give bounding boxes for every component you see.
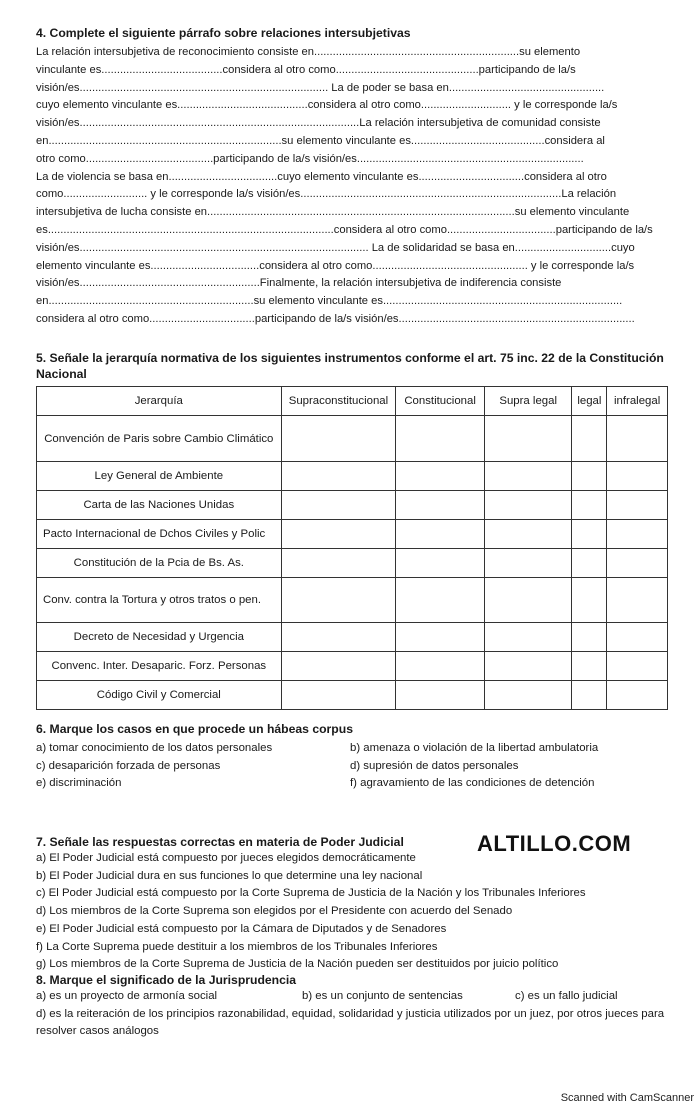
paragraph-line: La relación intersubjetiva de reconocimiento consiste en..................................................................su elemento [36, 46, 581, 58]
header-constitucional: Constitucional [396, 387, 485, 416]
cell-constitucional[interactable] [396, 578, 485, 623]
header-legal: legal [572, 387, 607, 416]
table-row [37, 623, 668, 652]
table-row [37, 549, 668, 578]
paragraph-line: visión/es................................................................................ La de poder se basa en.................................................. [36, 81, 605, 94]
cell-legal[interactable] [572, 652, 607, 681]
paragraph-line: en..................................................................su elemento vinculante es............................................................................. [36, 295, 623, 308]
option-b[interactable]: b) es un conjunto de sentencias [302, 990, 463, 1002]
header-jerarquia: Jerarquía [37, 387, 282, 416]
paragraph-line: considera al otro como..................................participando de la/s visión/es............................................................................ [36, 312, 635, 325]
paragraph-line: como........................... y le corresponde la/s visión/es....................................................................................La relación [36, 188, 617, 201]
cell-constitucional[interactable] [396, 462, 485, 491]
instrument-name: Pacto Internacional de Dchos Civiles y Polic [37, 520, 282, 549]
camscanner-footer: Scanned with CamScanner [560, 1092, 694, 1104]
instrument-name: Carta de las Naciones Unidas [37, 491, 282, 520]
cell-supraconstitucional[interactable] [281, 491, 396, 520]
option-b[interactable]: b) amenaza o violación de la libertad ambulatoria [350, 742, 599, 754]
cell-infralegal[interactable] [607, 549, 668, 578]
question-7 [36, 831, 672, 974]
paragraph-line: es............................................................................................considera al otro como...................................participando de la/s [36, 223, 653, 236]
cell-supra-legal[interactable] [484, 652, 572, 681]
cell-supra-legal[interactable] [484, 549, 572, 578]
table-row [37, 652, 668, 681]
paragraph-line: otro como.........................................participando de la/s visión/es......................................................................... [36, 152, 584, 165]
question-8-options-row [36, 988, 672, 1006]
instrument-name: Decreto de Necesidad y Urgencia [37, 623, 282, 652]
cell-supraconstitucional[interactable] [281, 652, 396, 681]
cell-constitucional[interactable] [396, 652, 485, 681]
cell-infralegal[interactable] [607, 462, 668, 491]
table-header-row [37, 387, 668, 416]
cell-legal[interactable] [572, 416, 607, 462]
question-5-title: 5. Señale la jerarquía normativa de los siguientes instrumentos conforme el art. 75 inc. 22 de la Constitución Nacional [36, 351, 664, 381]
cell-supraconstitucional[interactable] [281, 462, 396, 491]
paragraph-line: La de violencia se basa en...................................cuyo elemento vinculante es..................................considera al otro [36, 170, 607, 183]
cell-supraconstitucional[interactable] [281, 681, 396, 710]
option-b[interactable]: b) El Poder Judicial dura en sus funciones lo que determine una ley nacional [36, 869, 423, 882]
question-4-paragraph [36, 44, 672, 329]
instrument-name: Constitución de la Pcia de Bs. As. [37, 549, 282, 578]
cell-constitucional[interactable] [396, 520, 485, 549]
exam-page [36, 26, 672, 1038]
option-d[interactable]: d) supresión de datos personales [350, 759, 519, 772]
instrument-name: Convenc. Inter. Desaparic. Forz. Personas [37, 652, 282, 681]
option-c[interactable]: c) es un fallo judicial [515, 990, 618, 1002]
option-e[interactable]: e) discriminación [36, 777, 122, 790]
paragraph-line: intersubjetiva de lucha consiste en...................................................................................................su elemento vinculante [36, 206, 630, 219]
cell-supraconstitucional[interactable] [281, 520, 396, 549]
cell-supraconstitucional[interactable] [281, 578, 396, 623]
option-e[interactable]: e) El Poder Judicial está compuesto por la Cámara de Diputados y de Senadores [36, 922, 447, 935]
table-row [37, 416, 668, 462]
cell-legal[interactable] [572, 623, 607, 652]
cell-legal[interactable] [572, 549, 607, 578]
paragraph-line: visión/es..........................................................................................La relación intersubjetiva de comunidad consiste [36, 117, 601, 130]
cell-legal[interactable] [572, 520, 607, 549]
option-c[interactable]: c) El Poder Judicial está compuesto por la Corte Suprema de Justicia de la Nación y los Tribunales Inferiores [36, 887, 586, 900]
paragraph-line: visión/es..........................................................Finalmente, la relación intersubjetiva de indiferencia consiste [36, 277, 562, 290]
question-6 [36, 722, 672, 793]
table-row [37, 462, 668, 491]
cell-legal[interactable] [572, 491, 607, 520]
question-8 [36, 973, 672, 1041]
cell-legal[interactable] [572, 578, 607, 623]
question-8-title: 8. Marque el significado de la Jurisprudencia [36, 973, 297, 987]
cell-infralegal[interactable] [607, 578, 668, 623]
question-5 [36, 350, 672, 710]
cell-constitucional[interactable] [396, 681, 485, 710]
cell-supra-legal[interactable] [484, 578, 572, 623]
question-6-title: 6. Marque los casos en que procede un hábeas corpus [36, 722, 353, 736]
altillo-watermark: ALTILLO.COM [477, 831, 632, 856]
option-a[interactable]: a) El Poder Judicial está compuesto por jueces elegidos democráticamente [36, 852, 416, 864]
cell-infralegal[interactable] [607, 623, 668, 652]
table-row [37, 578, 668, 623]
instrument-name: Convención de Paris sobre Cambio Climático [37, 416, 282, 462]
cell-constitucional[interactable] [396, 549, 485, 578]
paragraph-line: elemento vinculante es...................................considera al otro como.................................................. y le corresponde la/s [36, 259, 635, 272]
cell-infralegal[interactable] [607, 652, 668, 681]
option-a[interactable]: a) tomar conocimiento de los datos personales [36, 742, 273, 754]
instrument-name: Ley General de Ambiente [37, 462, 282, 491]
cell-infralegal[interactable] [607, 520, 668, 549]
instrument-name: Conv. contra la Tortura y otros tratos o pen. [37, 578, 282, 623]
cell-supraconstitucional[interactable] [281, 416, 396, 462]
cell-supra-legal[interactable] [484, 520, 572, 549]
cell-legal[interactable] [572, 681, 607, 710]
cell-constitucional[interactable] [396, 623, 485, 652]
option-d[interactable]: d) es la reiteración de los principios razonabilidad, equidad, solidaridad y justicia utilizados por un juez, por otros jueces para resolver casos análogos [36, 1007, 665, 1038]
cell-infralegal[interactable] [607, 416, 668, 462]
table-row [37, 491, 668, 520]
question-7-title: 7. Señale las respuestas correctas en materia de Poder Judicial [36, 835, 404, 849]
header-infralegal: infralegal [607, 387, 668, 416]
cell-infralegal[interactable] [607, 491, 668, 520]
cell-supra-legal[interactable] [484, 416, 572, 462]
option-g[interactable]: g) Los miembros de la Corte Suprema de Justicia de la Nación pueden ser destituidos por juicio político [36, 958, 559, 971]
paragraph-line: vinculante es.......................................considera al otro como..............................................participando de la/s [36, 63, 576, 76]
question-4 [36, 26, 672, 329]
option-f[interactable]: f) agravamiento de las condiciones de detención [350, 777, 595, 790]
cell-supra-legal[interactable] [484, 462, 572, 491]
paragraph-line: cuyo elemento vinculante es..........................................considera al otro como............................. y le corresponde la/s [36, 99, 618, 112]
option-f[interactable]: f) La Corte Suprema puede destituir a los miembros de los Tribunales Inferiores [36, 940, 438, 953]
cell-supra-legal[interactable] [484, 623, 572, 652]
table-row [37, 520, 668, 549]
question-7-options [36, 850, 672, 974]
paragraph-line: en...........................................................................su elemento vinculante es...........................................considera al [36, 134, 605, 147]
hierarchy-table [36, 386, 668, 710]
question-6-options [36, 740, 672, 793]
cell-supraconstitucional[interactable] [281, 623, 396, 652]
cell-supra-legal[interactable] [484, 491, 572, 520]
paragraph-line: visión/es............................................................................................. La de solidaridad se basa en...............................cuyo [36, 241, 635, 254]
instrument-name: Código Civil y Comercial [37, 681, 282, 710]
option-a[interactable]: a) es un proyecto de armonía social [36, 990, 218, 1002]
header-supraconstitucional: Supraconstitucional [281, 387, 396, 416]
question-4-title: 4. Complete el siguiente párrafo sobre relaciones intersubjetivas [36, 26, 411, 40]
table-row [37, 681, 668, 710]
cell-infralegal[interactable] [607, 681, 668, 710]
option-d[interactable]: d) Los miembros de la Corte Suprema son elegidos por el Presidente con acuerdo del Senado [36, 905, 513, 918]
cell-legal[interactable] [572, 462, 607, 491]
cell-constitucional[interactable] [396, 491, 485, 520]
cell-supraconstitucional[interactable] [281, 549, 396, 578]
header-supra-legal: Supra legal [484, 387, 572, 416]
cell-supra-legal[interactable] [484, 681, 572, 710]
option-c[interactable]: c) desaparición forzada de personas [36, 759, 221, 772]
cell-constitucional[interactable] [396, 416, 485, 462]
